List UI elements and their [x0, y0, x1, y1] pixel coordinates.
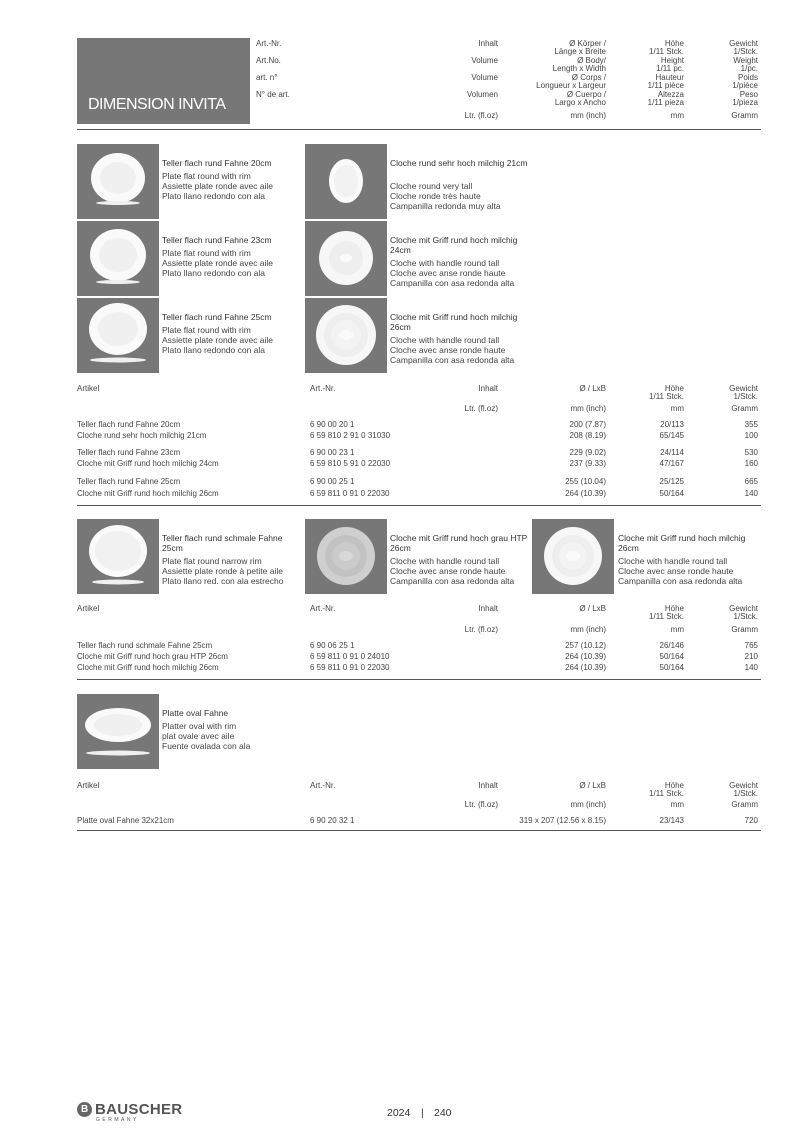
header-divider	[77, 129, 761, 130]
col-hohe: Höhe	[664, 604, 684, 613]
col-artikel: Artikel	[77, 384, 100, 393]
cell-hohe: 23/143	[659, 816, 684, 825]
gewicht-unit: Gramm	[731, 111, 758, 120]
product-name: Cloche mit Griff rund hoch milchig 24cm	[390, 235, 518, 255]
product-name: Cloche mit Griff rund hoch milchig 26cm	[390, 312, 518, 332]
gewicht-label: Gewicht	[729, 39, 758, 48]
product-desc: Plato llano redondo con ala	[162, 191, 266, 201]
inhalt-label: Volume	[471, 56, 498, 65]
product-desc: Plate flat round with rim	[162, 248, 251, 258]
col-dim-unit: mm (inch)	[570, 404, 606, 413]
product-desc: Assiette plate ronde avec aile	[162, 258, 274, 268]
cell-hohe: 20/113	[660, 420, 684, 429]
col-gewicht-unit: Gramm	[731, 625, 758, 634]
cell-artnr: 6 59 811 0 91 0 22030	[310, 663, 390, 672]
col-inhalt: Inhalt	[478, 384, 498, 393]
col-artnr: Art.-Nr.	[310, 781, 336, 790]
gewicht-label: Poids	[737, 73, 758, 82]
product-desc: Cloche avec anse ronde haute	[618, 566, 734, 576]
section-divider	[77, 505, 761, 506]
table-row	[0, 477, 811, 489]
brand-sub: GERMANY	[96, 1117, 139, 1123]
product-desc: Cloche with handle round tall	[390, 556, 500, 566]
cell-hohe: 50/164	[659, 489, 684, 498]
cell-dim: 264 (10.39)	[565, 489, 606, 498]
col-dim: Ø / LxB	[579, 384, 606, 393]
product-name: Teller flach rund schmale Fahne 25cm	[162, 533, 283, 553]
cell-gewicht: 210	[744, 652, 758, 661]
gewicht-label: 1/pieza	[732, 98, 758, 107]
cell-artnr: 6 90 00 23 1	[310, 448, 355, 457]
product-desc: Cloche round very tall	[390, 181, 473, 191]
cell-artikel: Teller flach rund Fahne 25cm	[77, 477, 181, 486]
cell-gewicht: 160	[744, 459, 758, 468]
col-artikel: Artikel	[77, 781, 100, 790]
hohe-label: Hauteur	[655, 73, 684, 82]
product-desc: Cloche avec anse ronde haute	[390, 345, 506, 355]
plate-image	[77, 298, 159, 373]
col-gewicht: Gewicht	[729, 781, 758, 790]
cell-artnr: 6 90 06 25 1	[310, 641, 355, 650]
hohe-label: Altezza	[657, 90, 684, 99]
col-inhalt: Inhalt	[478, 604, 498, 613]
cloche-grey-image	[305, 519, 387, 594]
cell-artnr: 6 59 811 0 91 0 24010	[310, 652, 390, 661]
product-desc: Platter oval with rim	[162, 721, 237, 731]
bauscher-logo-icon: B	[77, 1102, 92, 1117]
product-desc: Plato llano red. con ala estrecho	[162, 576, 284, 586]
cell-artnr: 6 90 00 25 1	[310, 477, 355, 486]
col-hohe-sub: 1/11 Stck.	[649, 392, 684, 401]
hohe-label: Height	[660, 56, 684, 65]
col-hohe: Höhe	[664, 384, 684, 393]
table-row	[0, 459, 811, 471]
korper-label: Ø Body/	[577, 56, 606, 65]
artnr-label: Art.No.	[256, 56, 281, 65]
col-dim: Ø / LxB	[579, 604, 606, 613]
artnr-label: N° de art.	[256, 90, 290, 99]
cell-artnr: 6 90 20 32 1	[310, 816, 355, 825]
col-inhalt: Inhalt	[478, 781, 498, 790]
col-hohe-unit: mm	[670, 625, 684, 634]
col-hohe-unit: mm	[670, 800, 684, 809]
cell-dim: 264 (10.39)	[565, 663, 606, 672]
product-desc: Plate flat round narrow rim	[162, 556, 262, 566]
cell-dim: 208 (8.19)	[569, 431, 606, 440]
footer-year: 2024	[387, 1107, 411, 1119]
gewicht-label: Peso	[739, 90, 758, 99]
col-gewicht-sub: 1/Stck.	[733, 612, 758, 621]
korper-label: Ø Körper /	[569, 39, 606, 48]
hohe-label: Höhe	[664, 39, 684, 48]
product-name: Teller flach rund Fahne 20cm	[162, 158, 272, 168]
inhalt-label: Inhalt	[478, 39, 498, 48]
gewicht-label: 1/Stck.	[733, 47, 758, 56]
product-name: Cloche mit Griff rund hoch grau HTP 26cm	[390, 533, 528, 553]
inhalt-label: Volume	[471, 73, 498, 82]
cloche-image	[305, 221, 387, 296]
table-row	[0, 663, 811, 675]
cloche-image	[532, 519, 614, 594]
cell-gewicht: 530	[744, 448, 758, 457]
cell-artnr: 6 59 811 0 91 0 22030	[310, 489, 390, 498]
cell-dim: 257 (10.12)	[565, 641, 606, 650]
cell-dim: 264 (10.39)	[565, 652, 606, 661]
cell-artikel: Platte oval Fahne 32x21cm	[77, 816, 174, 825]
col-dim: Ø / LxB	[579, 781, 606, 790]
col-hohe-sub: 1/11 Stck.	[649, 612, 684, 621]
hohe-unit: mm	[670, 111, 684, 120]
cell-artikel: Cloche mit Griff rund hoch milchig 26cm	[77, 663, 219, 672]
col-dim-unit: mm (inch)	[570, 625, 606, 634]
col-dim-unit: mm (inch)	[570, 800, 606, 809]
section-divider	[77, 679, 761, 680]
hohe-label: 1/11 pc.	[656, 64, 684, 73]
cell-hohe: 65/145	[659, 431, 684, 440]
product-desc: Plato llano redondo con ala	[162, 345, 266, 355]
korper-label: Longueur x Largeur	[536, 81, 606, 90]
cell-artikel: Cloche mit Griff rund hoch milchig 24cm	[77, 459, 219, 468]
col-gewicht: Gewicht	[729, 384, 758, 393]
cell-dim: 255 (10.04)	[565, 477, 606, 486]
section-divider	[77, 830, 761, 831]
col-gewicht-sub: 1/Stck.	[733, 392, 758, 401]
cell-hohe: 47/167	[659, 459, 684, 468]
cloche-image	[305, 298, 387, 373]
footer-separator: |	[421, 1107, 424, 1119]
product-desc: Campanilla con asa redonda alta	[618, 576, 743, 586]
cell-gewicht: 765	[744, 641, 758, 650]
product-desc: Campanilla con asa redonda alta	[390, 576, 515, 586]
cell-artikel: Teller flach rund Fahne 20cm	[77, 420, 181, 429]
korper-label: Largo x Ancho	[554, 98, 606, 107]
korper-label: Ø Cuerpo /	[566, 90, 606, 99]
product-desc: Campanilla redonda muy alta	[390, 201, 501, 211]
korper-label: Länge x Breite	[554, 47, 606, 56]
product-desc: Campanilla con asa redonda alta	[390, 278, 515, 288]
cell-artikel: Cloche mit Griff rund hoch grau HTP 26cm	[77, 652, 228, 661]
table-row	[0, 816, 811, 828]
product-name: Cloche rund sehr hoch milchig 21cm	[390, 158, 528, 168]
product-desc: Plato llano redondo con ala	[162, 268, 266, 278]
product-desc: Plate flat round with rim	[162, 171, 251, 181]
hohe-label: 1/11 pièce	[647, 81, 684, 90]
product-desc: Plate flat round with rim	[162, 325, 251, 335]
cell-artnr: 6 59 810 2 91 0 31030	[310, 431, 391, 440]
platter-image	[77, 694, 159, 769]
col-inhalt-unit: Ltr. (fl.oz)	[464, 800, 498, 809]
col-hohe-sub: 1/11 Stck.	[649, 789, 684, 798]
cell-hohe: 25/125	[659, 477, 684, 486]
inhalt-label: Volumen	[466, 90, 498, 99]
cell-gewicht: 720	[744, 816, 758, 825]
product-name: Cloche mit Griff rund hoch milchig 26cm	[618, 533, 746, 553]
product-desc: Assiette plate ronde avec aile	[162, 335, 274, 345]
inhalt-unit: Ltr. (fl.oz)	[464, 111, 498, 120]
col-gewicht-unit: Gramm	[731, 800, 758, 809]
cell-dim: 200 (7.87)	[569, 420, 606, 429]
cell-hohe: 50/164	[659, 652, 684, 661]
cell-hohe: 26/146	[659, 641, 684, 650]
cell-hohe: 50/164	[659, 663, 684, 672]
col-gewicht-unit: Gramm	[731, 404, 758, 413]
product-desc: Campanilla con asa redonda alta	[390, 355, 515, 365]
cell-artikel: Teller flach rund Fahne 23cm	[77, 448, 181, 457]
korper-label: Ø Corps /	[571, 73, 606, 82]
product-desc: Cloche ronde très haute	[390, 191, 481, 201]
cell-artikel: Teller flach rund schmale Fahne 25cm	[77, 641, 213, 650]
page-number: 240	[434, 1107, 452, 1119]
plate-image	[77, 519, 159, 594]
col-artnr: Art.-Nr.	[310, 384, 336, 393]
product-name: Teller flach rund Fahne 23cm	[162, 235, 272, 245]
col-gewicht: Gewicht	[729, 604, 758, 613]
product-desc: Assiette plate ronde à petite aile	[162, 566, 283, 576]
col-gewicht-sub: 1/Stck.	[733, 789, 758, 798]
page-title: DIMENSION INVITA	[88, 96, 226, 113]
product-desc: plat ovale avec aile	[162, 731, 235, 741]
brand-logo: BAUSCHER	[95, 1101, 183, 1118]
col-hohe: Höhe	[664, 781, 684, 790]
product-name: Platte oval Fahne	[162, 708, 229, 718]
cell-gewicht: 665	[744, 477, 758, 486]
product-desc: Cloche with handle round tall	[618, 556, 728, 566]
col-hohe-unit: mm	[670, 404, 684, 413]
product-desc: Cloche with handle round tall	[390, 335, 500, 345]
gewicht-label: 1/pc.	[740, 64, 758, 73]
cell-dim: 237 (9.33)	[569, 459, 606, 468]
col-artnr: Art.-Nr.	[310, 604, 336, 613]
hohe-label: 1/11 Stck.	[649, 47, 684, 56]
col-inhalt-unit: Ltr. (fl.oz)	[464, 625, 498, 634]
product-desc: Fuente ovalada con ala	[162, 741, 251, 751]
product-name: Teller flach rund Fahne 25cm	[162, 312, 272, 322]
product-desc: Cloche avec anse ronde haute	[390, 268, 506, 278]
product-desc: Assiette plate ronde avec aile	[162, 181, 274, 191]
korper-unit: mm (inch)	[570, 111, 606, 120]
gewicht-label: Weight	[733, 56, 758, 65]
plate-image	[77, 221, 159, 296]
table-row	[0, 489, 811, 501]
korper-label: Length x Width	[552, 64, 606, 73]
artnr-label: art. n°	[256, 73, 278, 82]
plate-image	[77, 144, 159, 219]
col-artikel: Artikel	[77, 604, 100, 613]
cell-gewicht: 355	[744, 420, 758, 429]
product-desc: Cloche avec anse ronde haute	[390, 566, 506, 576]
cell-artikel: Cloche mit Griff rund hoch milchig 26cm	[77, 489, 219, 498]
cell-gewicht: 140	[744, 489, 758, 498]
hohe-label: 1/11 pieza	[647, 98, 684, 107]
cell-artnr: 6 59 810 5 91 0 22030	[310, 459, 391, 468]
artnr-label: Art.-Nr.	[256, 39, 282, 48]
table-row	[0, 431, 811, 443]
cell-dim: 229 (9.02)	[569, 448, 606, 457]
product-desc: Cloche with handle round tall	[390, 258, 500, 268]
cell-gewicht: 140	[744, 663, 758, 672]
cloche-image	[305, 144, 387, 219]
col-inhalt-unit: Ltr. (fl.oz)	[464, 404, 498, 413]
cell-artnr: 6 90 00 20 1	[310, 420, 355, 429]
cell-gewicht: 100	[744, 431, 758, 440]
cell-dim: 319 x 207 (12.56 x 8.15)	[519, 816, 606, 825]
cell-hohe: 24/114	[660, 448, 684, 457]
gewicht-label: 1/pièce	[732, 81, 758, 90]
cell-artikel: Cloche rund sehr hoch milchig 21cm	[77, 431, 207, 440]
